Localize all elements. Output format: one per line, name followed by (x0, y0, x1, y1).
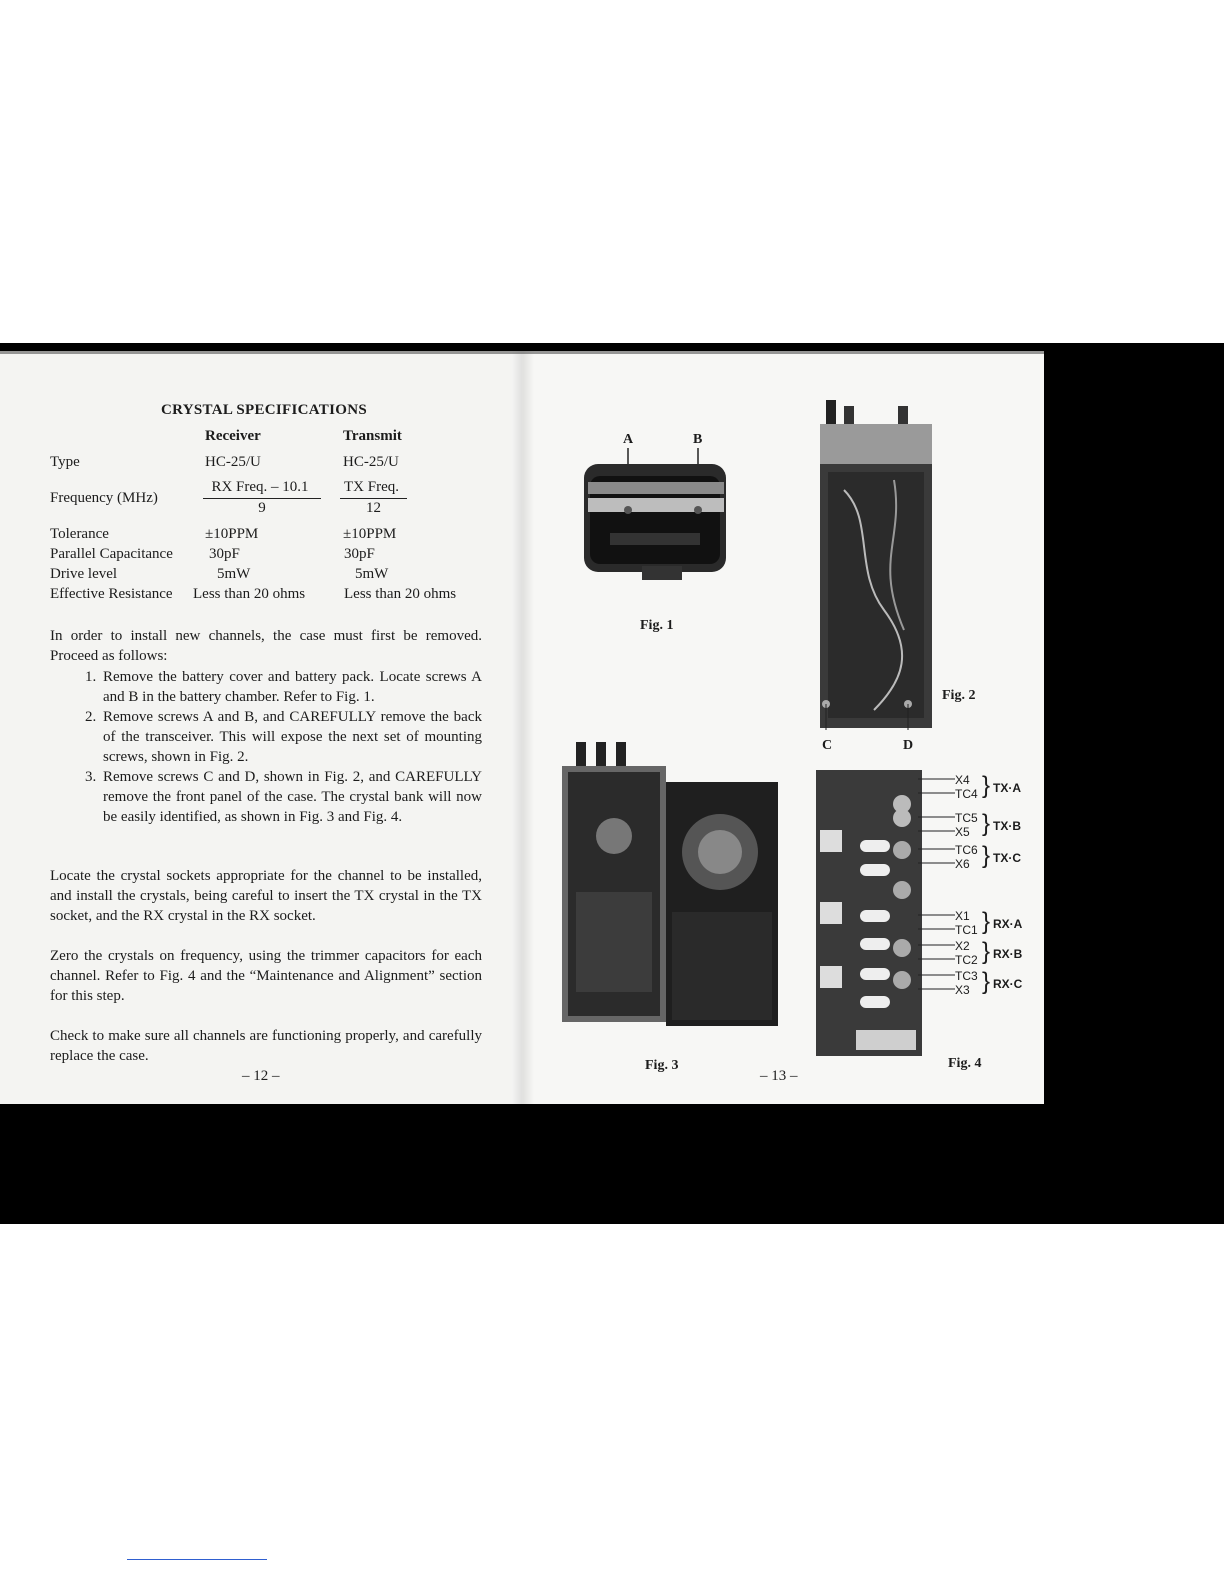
row-label-frequency: Frequency (MHz) (50, 490, 158, 506)
callout-x6: X6 (955, 857, 970, 871)
resistance-tx: Less than 20 ohms (344, 586, 457, 602)
callout-tc4: TC4 (955, 787, 978, 801)
fig2-caption: Fig. 2 (942, 688, 976, 703)
spec-title: CRYSTAL SPECIFICATIONS (161, 402, 367, 418)
fig2-label-c: C (822, 738, 833, 753)
row-label-drive: Drive level (50, 566, 118, 582)
callout-tc1: TC1 (955, 923, 978, 937)
step-number: 2. (85, 709, 97, 725)
callout-tc6: TC6 (955, 843, 978, 857)
page-number-12: – 12 – (242, 1068, 280, 1084)
group-tx-a: TX·A (993, 781, 1021, 795)
group-tx-b: TX·B (993, 819, 1021, 833)
step-number: 3. (85, 769, 97, 785)
callout-tc2: TC2 (955, 953, 978, 967)
frequency-rx-numerator: RX Freq. – 10.1 (203, 479, 321, 499)
frequency-rx-formula (203, 479, 321, 517)
intro-paragraph: In order to install new channels, the case must first be removed. Proceed as follows: (50, 628, 482, 664)
zero-paragraph: Zero the crystals on frequency, using the trimmer capacitors for each channel. Refer to Fig. 4 and the “Maintenance and Alignment” section for this step. (50, 948, 482, 1004)
fig4-caption: Fig. 4 (948, 1056, 982, 1071)
bottom-rule (127, 1559, 267, 1560)
fig1-photo (582, 448, 730, 583)
type-rx: HC-25/U (205, 454, 261, 470)
frequency-tx-numerator: TX Freq. (340, 479, 407, 499)
check-paragraph: Check to make sure all channels are functioning properly, and carefully replace the case. (50, 1028, 482, 1064)
brace-icon: } (982, 968, 991, 995)
row-label-type: Type (50, 454, 80, 470)
callout-x5: X5 (955, 825, 970, 839)
fig4-leader-lines (918, 772, 958, 998)
frequency-tx-denominator: 12 (366, 500, 381, 516)
tolerance-rx: ±10PPM (205, 526, 259, 542)
fig4-photo (816, 770, 922, 1056)
row-label-tolerance: Tolerance (50, 526, 109, 542)
group-rx-a: RX·A (993, 917, 1023, 931)
page-fold (512, 351, 534, 1104)
step-text: Remove screws A and B, and CAREFULLY remove the back of the transceiver. This will expose the next set of mounting screws, shown in Fig. 2. (103, 709, 482, 765)
frequency-rx-denominator: 9 (258, 500, 266, 516)
fig2-label-d: D (903, 738, 914, 753)
callout-x4: X4 (955, 773, 970, 787)
brace-icon: } (982, 842, 991, 869)
page-number-13: – 13 – (760, 1068, 798, 1084)
type-tx: HC-25/U (343, 454, 399, 470)
brace-icon: } (982, 810, 991, 837)
step-text: Remove the battery cover and battery pack. Locate screws A and B in the battery chamber. Refer to Fig. 1. (103, 669, 482, 705)
receiver-column-header: Receiver (205, 428, 261, 444)
callout-tc5: TC5 (955, 811, 978, 825)
brace-icon: } (982, 938, 991, 965)
callout-x2: X2 (955, 939, 970, 953)
group-tx-c: TX·C (993, 851, 1021, 865)
fig3-photo (556, 742, 788, 1026)
frequency-tx-formula (340, 479, 407, 517)
fig1-label-a: A (623, 432, 634, 447)
scan-edge-line (0, 351, 1044, 354)
tolerance-tx: ±10PPM (343, 526, 397, 542)
step-2 (85, 707, 482, 767)
row-label-resistance: Effective Resistance (50, 586, 173, 602)
locate-paragraph: Locate the crystal sockets appropriate for the channel to be installed, and install the crystals, being careful to insert the TX crystal in the TX socket, and the RX crystal in the RX socket. (50, 868, 482, 924)
step-3 (85, 767, 482, 827)
step-text: Remove screws C and D, shown in Fig. 2, and CAREFULLY remove the front panel of the case. The crystal bank will now be easily identified, as shown in Fig. 3 and Fig. 4. (103, 769, 482, 825)
group-rx-b: RX·B (993, 947, 1023, 961)
capacitance-tx: 30pF (344, 546, 375, 562)
fig1-caption: Fig. 1 (640, 618, 674, 633)
fig3-caption: Fig. 3 (645, 1058, 679, 1073)
brace-icon: } (982, 772, 991, 799)
step-number: 1. (85, 669, 97, 685)
group-rx-c: RX·C (993, 977, 1023, 991)
drive-tx: 5mW (355, 566, 389, 582)
fig1-label-b: B (693, 432, 703, 447)
capacitance-rx: 30pF (209, 546, 240, 562)
transmit-column-header: Transmit (343, 428, 402, 444)
step-1 (85, 667, 482, 707)
drive-rx: 5mW (217, 566, 251, 582)
callout-tc3: TC3 (955, 969, 978, 983)
resistance-rx: Less than 20 ohms (193, 586, 306, 602)
brace-icon: } (982, 908, 991, 935)
callout-x1: X1 (955, 909, 970, 923)
callout-x3: X3 (955, 983, 970, 997)
fig2-photo (814, 400, 938, 730)
row-label-capacitance: Parallel Capacitance (50, 546, 173, 562)
